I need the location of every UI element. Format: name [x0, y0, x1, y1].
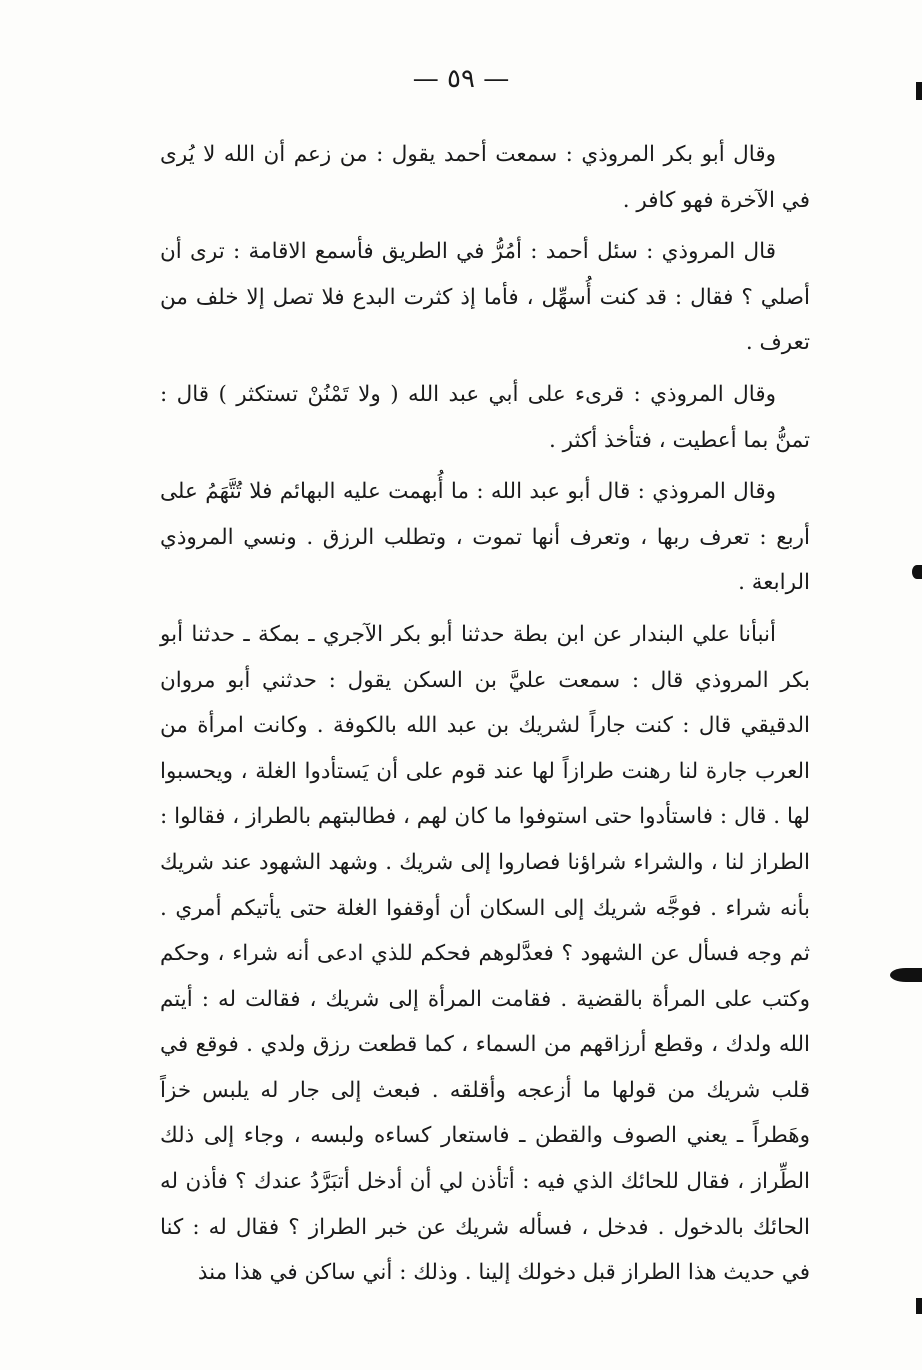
scan-edge-mark — [916, 82, 922, 100]
scan-edge-mark — [916, 1298, 922, 1314]
scan-edge-mark — [890, 968, 922, 982]
scan-edge-mark — [912, 565, 922, 579]
paragraph-1: وقال أبو بكر المروذي : سمعت أحمد يقول : من زعم أن الله لا يُرى في الآخرة فهو كافر . — [160, 142, 810, 213]
paragraph-4: وقال المروذي : قال أبو عبد الله : ما أُبهمت عليه البهائم فلا تُتَّهَمُ على أربع : تعرف ربها ، وتعرف أنها تموت ، وتطلب الرزق . ونسي المروذي الرابعة . — [160, 479, 810, 596]
paragraph-2: قال المروذي : سئل أحمد : أمُرُّ في الطريق فأسمع الاقامة : ترى أن أصلي ؟ فقال : قد كنت أُسهِّل ، فأما إذ كثرت البدع فلا تصل إلا خلف من تعرف . — [160, 239, 810, 356]
paragraph-3: وقال المروذي : قرىء على أبي عبد الله ( ولا تَمْنُنْ تستكثر ) قال : تمنُّ بما أعطيت ، فتأخذ أكثر . — [160, 381, 810, 453]
body-text — [160, 132, 810, 1296]
paragraph-5: أنبأنا علي البندار عن ابن بطة حدثنا أبو بكر الآجري ـ بمكة ـ حدثنا أبو بكر المروذي قال : سمعت عليَّ بن السكن يقول : حدثني أبو مروان الدقيقي قال : كنت جاراً لشريك بن عبد الله بالكوفة . وكانت امرأة من العرب جارة لنا رهنت طرازاً لها عند قوم على أن يَستأدوا الغلة ، ويحسبوا لها . قال : فاستأدوا حتى استوفوا ما كان لهم ، فطالبتهم بالطراز ، فقالوا : الطراز لنا ، والشراء شراؤنا فصاروا إلى شريك . وشهد الشهود عند شريك بأنه شراء . فوجَّه شريك إلى السكان أن أوقفوا الغلة حتى يأتيكم أمري . ثم وجه فسأل عن الشهود ؟ فعدَّلوهم فحكم للذي ادعى أنه شراء ، وحكم وكتب على المرأة بالقضية . فقامت المرأة إلى شريك ، فقالت له : أيتم الله ولدك ، وقطع أرزاقهم من السماء ، كما قطعت رزق ولدي . فوقع في قلب شريك من قولها ما أزعجه وأقلقه . فبعث إلى جار له يلبس خزاً وهَطراً ـ يعني الصوف والقطن ـ فاستعار كساءه ولبسه ، وجاء إلى ذلك الطِّراز ، فقال للحائك الذي فيه : أتأذن لي أن أدخل أتبَرَّدُ عندك ؟ فأذن له الحائك بالدخول . فدخل ، فسأله شريك عن خبر الطراز ؟ فقال له : كنا في حديث هذا الطراز قبل دخولك إلينا . وذلك : أني ساكن في هذا منذ — [160, 621, 810, 1286]
page-number: — ٥٩ — — [412, 64, 510, 94]
